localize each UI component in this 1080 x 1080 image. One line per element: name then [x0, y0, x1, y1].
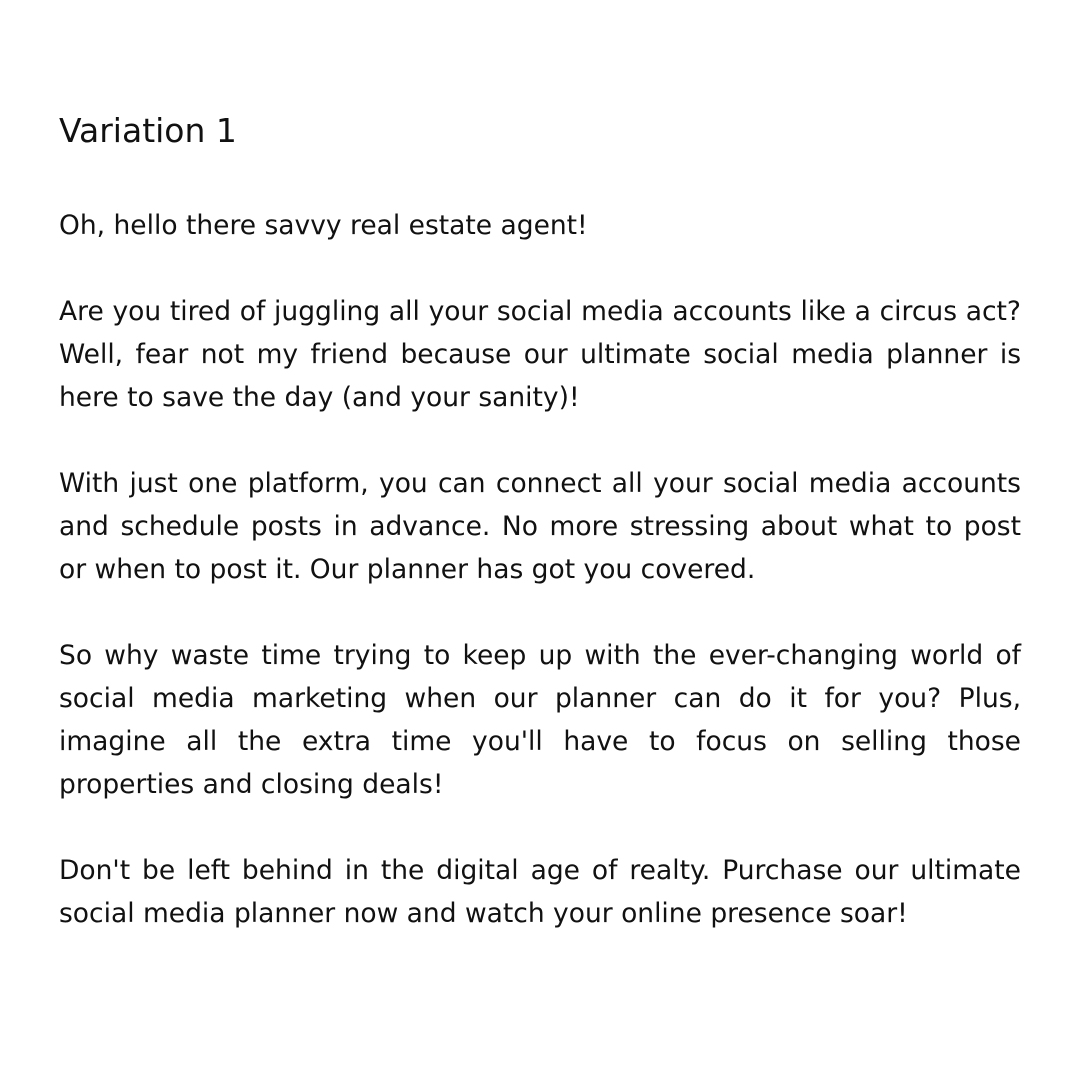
paragraph-greeting: Oh, hello there savvy real estate agent! [59, 210, 588, 241]
paragraph-call-to-action: Don't be left behind in the digital age of realty. Purchase our ultimate social media planner now and watch your online presence soar! [59, 855, 1021, 929]
paragraph-features: With just one platform, you can connect all your social media accounts and schedule posts in advance. No more stressing about what to post or when to post it. Our planner has got you covered. [59, 468, 1021, 585]
document-body [59, 108, 1021, 978]
paragraph-benefits: So why waste time trying to keep up with the ever-changing world of social media marketing when our planner can do it for you? Plus, imagine all the extra time you'll have to focus on selling those properties and closing deals! [59, 640, 1021, 800]
document-title: Variation 1 [59, 111, 237, 150]
paragraph-problem: Are you tired of juggling all your social media accounts like a circus act? Well, fear not my friend because our ultimate social media planner is here to save the day (and your sanity)! [59, 296, 1021, 413]
